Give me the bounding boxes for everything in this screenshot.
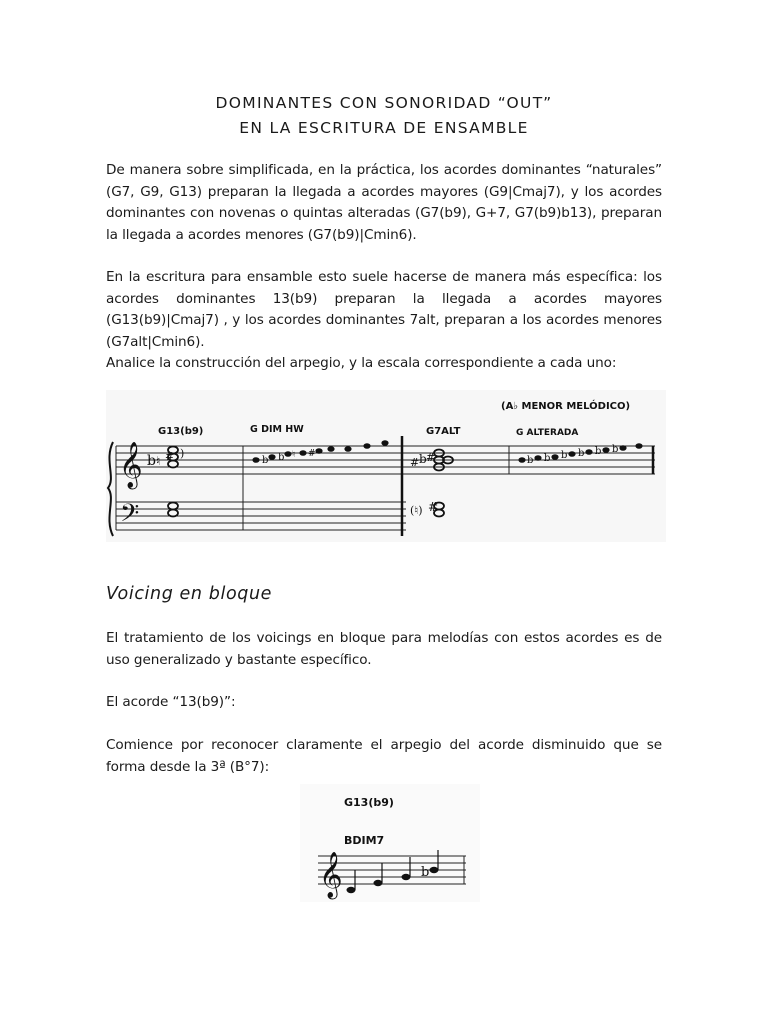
- paragraph-13b9: El acorde “13(b9)”:: [106, 694, 236, 710]
- svg-text:b: b: [527, 455, 534, 466]
- grand-staff-score: [106, 390, 666, 542]
- svg-text:b: b: [421, 865, 430, 880]
- paragraph-intro: De manera sobre simplificada, en la práctica, los acordes dominantes “naturales” (G7, G9, G13) preparan la llegada a acordes mayores (G9|Cmaj7), y los acordes dominantes con novenas o quintas alteradas (G7(b9), G+7, G7(b9)b13), preparan la llegada a acordes menores (G7(b9)|Cmin6).: [106, 162, 662, 243]
- svg-text:♮: ♮: [292, 450, 296, 460]
- svg-text:b: b: [544, 453, 551, 464]
- paragraph-ensemble: En la escritura para ensamble esto suele hacerse de manera más específica: los acordes dominantes 13(b9) preparan la llegada a acordes mayores (G13(b9)|Cmaj7) , y los acordes dominantes 7alt, preparan a los acordes menores (G7alt|Cmin6).: [106, 269, 662, 350]
- treble-clef-icon: 𝄞: [119, 442, 143, 488]
- svg-text:b: b: [262, 455, 269, 466]
- svg-text:b: b: [278, 452, 285, 463]
- svg-text:b: b: [147, 453, 156, 469]
- bdim7-arpeggio-score: [300, 784, 480, 902]
- title-line-1: DOMINANTES CON SONORIDAD “OUT”: [215, 94, 553, 112]
- svg-text:#: #: [308, 449, 316, 459]
- paragraph-recognize: Comience por reconocer claramente el arpegio del acorde disminuido que se forma desde la 3ª (B°7):: [106, 737, 662, 775]
- svg-text:♮: ♮: [156, 454, 161, 468]
- label-ab-menor: (A♭ MENOR MELÓDICO): [501, 401, 631, 412]
- label-g-alterada: G ALTERADA: [516, 428, 579, 438]
- svg-text:#: #: [428, 500, 439, 514]
- label-bdim7: BDIM7: [344, 834, 385, 847]
- paragraph-block-voicing: El tratamiento de los voicings en bloque para melodías con estos acordes es de uso generalizado y bastante específico.: [106, 630, 662, 668]
- svg-text:#: #: [165, 450, 175, 463]
- label-g13b9: G13(b9): [158, 426, 204, 437]
- svg-text:b: b: [419, 452, 427, 466]
- svg-text:b: b: [561, 450, 568, 461]
- svg-text:b: b: [578, 448, 585, 459]
- treble-clef-icon: 𝄞: [319, 852, 343, 898]
- svg-text:b: b: [612, 444, 619, 455]
- label-g13b9-small: G13(b9): [344, 796, 394, 809]
- accidental-natural: (♮): [410, 504, 423, 517]
- section-heading: Voicing en bloque: [106, 584, 273, 604]
- bass-clef-icon: 𝄢: [120, 499, 140, 534]
- svg-text:): ): [180, 447, 185, 460]
- svg-text:b: b: [595, 446, 602, 457]
- svg-text:#: #: [410, 456, 420, 469]
- label-g7alt: G7ALT: [426, 426, 461, 437]
- paragraph-analyze: Analice la construcción del arpegio, y la escala correspondiente a cada uno:: [106, 355, 617, 371]
- svg-text:#: #: [426, 451, 436, 464]
- label-g-dim-hw: G DIM HW: [250, 424, 304, 435]
- title-line-2: EN LA ESCRITURA DE ENSAMBLE: [239, 119, 529, 137]
